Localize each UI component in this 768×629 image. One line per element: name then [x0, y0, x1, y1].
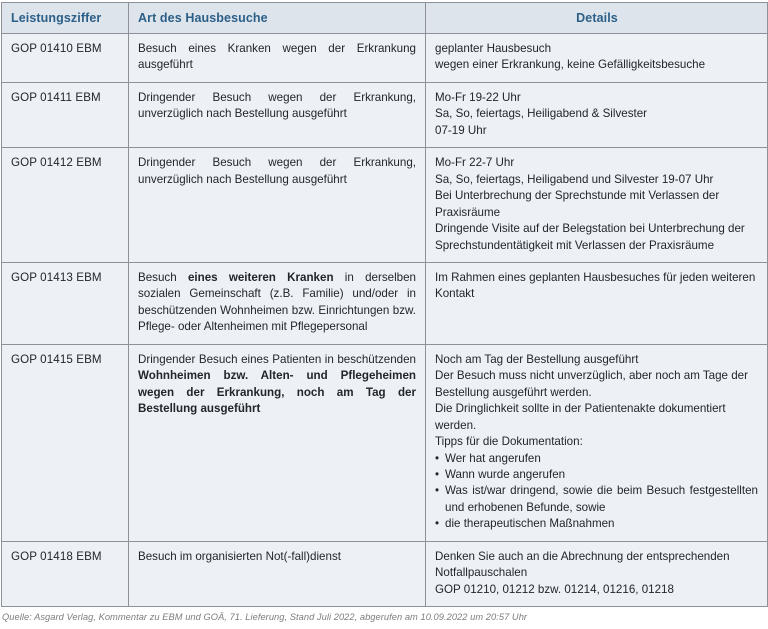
- column-header-details: Details: [426, 3, 768, 34]
- art-line: Dringender Besuch wegen der Erkrankung, unverzüglich nach Bestellung ausgeführt: [138, 90, 416, 121]
- details-line: Im Rahmen eines geplanten Hausbesuches für jeden weiteren Kontakt: [435, 270, 756, 301]
- details-line: Noch am Tag der Bestellung ausgeführt: [435, 352, 639, 366]
- details-line: Sa, So, feiertags, Heiligabend & Silvester: [435, 107, 648, 121]
- details-line: Tipps für die Dokumentation:: [435, 435, 583, 449]
- details-line: wegen einer Erkrankung, keine Gefälligkeitsbesuche: [435, 58, 706, 72]
- details-line: Dringende Visite auf der Belegstation bei Unterbrechung der Sprechstundentätigkeit mit Verlassen der Praxisräume: [435, 222, 745, 252]
- cell-leistungsziffer: GOP 01413 EBM: [2, 262, 129, 344]
- cell-leistungsziffer: GOP 01415 EBM: [2, 344, 129, 541]
- hausbesuche-table: [1, 2, 768, 607]
- documentation-tips-list: [435, 451, 758, 533]
- details-line: Die Dringlichkeit sollte in der Patientenakte dokumentiert werden.: [435, 402, 726, 432]
- table-row: [2, 82, 768, 147]
- cell-details: [426, 82, 768, 147]
- cell-leistungsziffer: GOP 01412 EBM: [2, 148, 129, 263]
- table-row: [2, 541, 768, 606]
- cell-art-des-hausbesuche: [129, 148, 426, 263]
- cell-details: [426, 262, 768, 344]
- art-line: Besuch im organisierten Not(-fall)dienst: [138, 549, 341, 563]
- details-line: Sa, So, feiertags, Heiligabend und Silvester 19-07 Uhr: [435, 172, 714, 186]
- table-header-row: [2, 3, 768, 34]
- list-item: • Wann wurde angerufen: [435, 467, 758, 483]
- cell-art-des-hausbesuche: [129, 82, 426, 147]
- details-line: geplanter Hausbesuch: [435, 42, 552, 55]
- table-row: [2, 262, 768, 344]
- details-line: Der Besuch muss nicht unverzüglich, aber noch am Tage der Bestellung ausgeführt werden.: [435, 369, 748, 399]
- source-note: Quelle: Asgard Verlag, Kommentar zu EBM und GOÄ, 71. Lieferung, Stand Juli 2022, abgerufen am 10.09.2022 um 20:57 Uhr: [2, 612, 528, 622]
- column-header-art-des-hausbesuche: Art des Hausbesuche: [129, 3, 426, 34]
- table-row: [2, 344, 768, 541]
- cell-leistungsziffer: GOP 01411 EBM: [2, 82, 129, 147]
- column-header-leistungsziffer: Leistungsziffer: [2, 3, 129, 34]
- details-line: Bei Unterbrechung der Sprechstunde mit Verlassen der Praxisräume: [435, 189, 720, 219]
- details-line: Mo-Fr 22-7 Uhr: [435, 156, 515, 170]
- list-item: • Wer hat angerufen: [435, 451, 758, 467]
- cell-leistungsziffer: GOP 01418 EBM: [2, 541, 129, 606]
- details-line: 07-19 Uhr: [435, 123, 487, 137]
- list-item: • Was ist/war dringend, sowie die beim Besuch festgestellten und erhobenen Befunde, sowie: [435, 483, 758, 516]
- list-item: • die therapeutischen Maßnahmen: [435, 516, 758, 532]
- art-line: Dringender Besuch wegen der Erkrankung, unverzüglich nach Bestellung ausgeführt: [138, 156, 416, 186]
- cell-art-des-hausbesuche: [129, 262, 426, 344]
- art-text-pre: Besuch: [138, 270, 188, 284]
- cell-art-des-hausbesuche: [129, 344, 426, 541]
- art-line: Besuch eines Kranken wegen der Erkrankung ausgeführt: [138, 42, 416, 72]
- cell-leistungsziffer: GOP 01410 EBM: [2, 34, 129, 83]
- table-row: [2, 34, 768, 83]
- details-line: GOP 01210, 01212 bzw. 01214, 01216, 01218: [435, 582, 674, 596]
- art-text-bold: Wohnheimen bzw. Alten- und Pflegeheimen wegen der Erkrankung, noch am Tag der Bestellung ausgeführt: [138, 369, 416, 416]
- cell-art-des-hausbesuche: [129, 541, 426, 606]
- cell-details: [426, 148, 768, 263]
- details-line: Mo-Fr 19-22 Uhr: [435, 90, 521, 104]
- table-header: [2, 3, 768, 34]
- cell-details: [426, 34, 768, 83]
- table-body: [2, 34, 768, 607]
- document-page: [0, 2, 768, 629]
- art-text-pre: Dringender Besuch eines Patienten in beschützenden: [138, 352, 416, 366]
- art-text-bold: eines weiteren Kranken: [187, 270, 334, 284]
- cell-details: [426, 541, 768, 606]
- cell-art-des-hausbesuche: [129, 34, 426, 83]
- table-row: [2, 148, 768, 263]
- details-line: Denken Sie auch an die Abrechnung der entsprechenden Notfallpauschalen: [435, 549, 730, 580]
- cell-details: [426, 344, 768, 541]
- art-text-post: in derselben sozialen Gemeinschaft (z.B. Familie) und/oder in beschützenden Wohnheimen bzw. Einrichtungen bzw. Pflege- oder Altenheimen mit Pflegepersonal: [138, 270, 416, 334]
